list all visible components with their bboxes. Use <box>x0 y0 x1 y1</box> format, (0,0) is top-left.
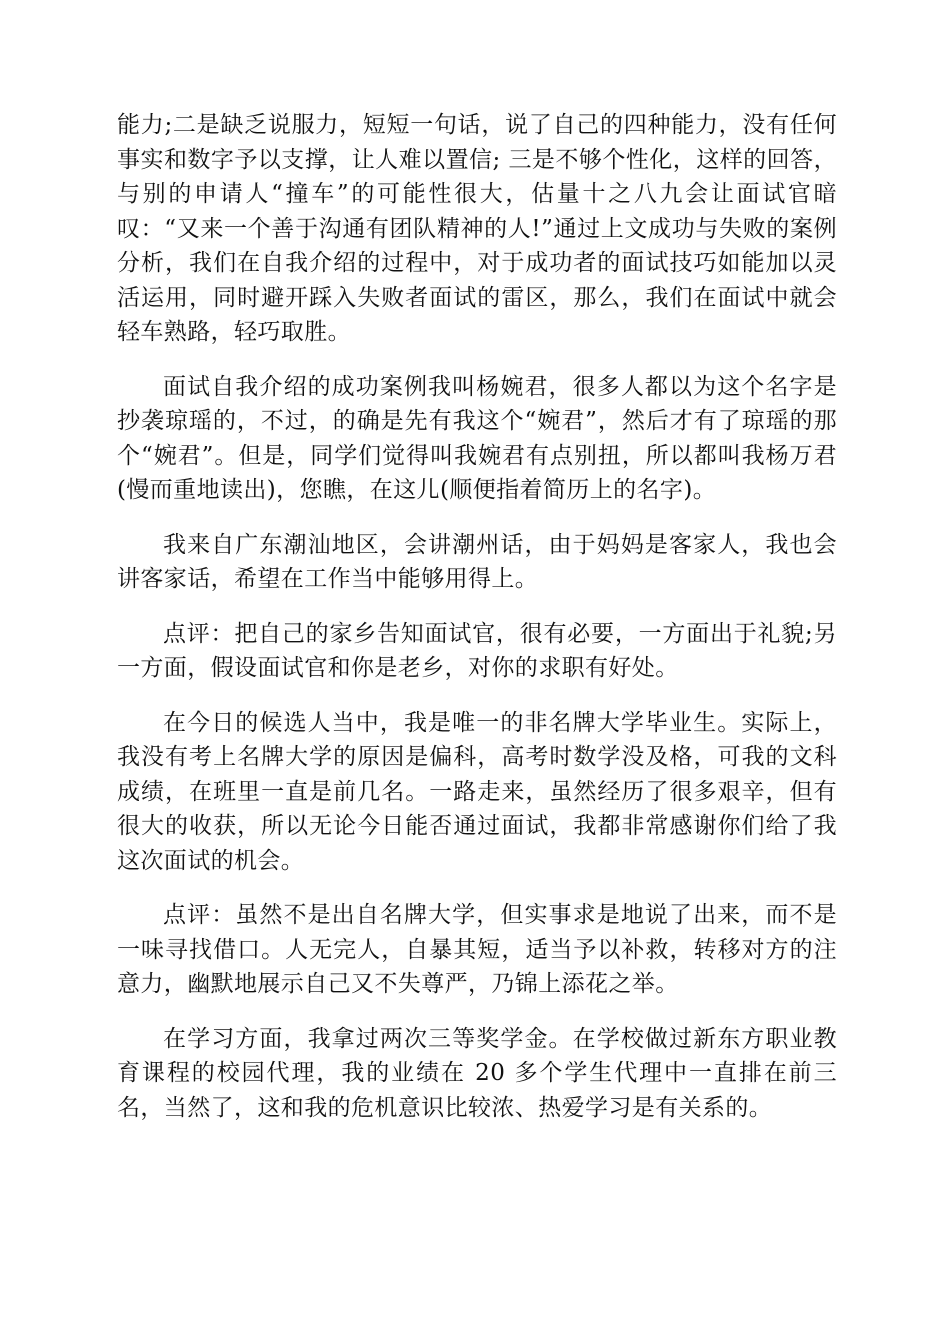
paragraph-1: 能力;二是缺乏说服力，短短一句话，说了自己的四种能力，没有任何事实和数字予以支撑，让人难以置信; 三是不够个性化，这样的回答，与别的申请人“撞车”的可能性很大，估量十之八九会让面试官暗叹：“又来一个善于沟通有团队精神的人!”通过上文成功与失败的案例分析，我们在自我介绍的过程中，对于成功者的面试技巧如能加以灵活运用，同时避开踩入失败者面试的雷区，那么，我们在面试中就会轻车熟路，轻巧取胜。 <box>117 112 837 345</box>
paragraph-7: 在学习方面，我拿过两次三等奖学金。在学校做过新东方职业教育课程的校园代理，我的业绩在 20 多个学生代理中一直排在前三名，当然了，这和我的危机意识比较浓、热爱学习是有关系的。 <box>117 1025 837 1121</box>
paragraph-2: 面试自我介绍的成功案例我叫杨婉君，很多人都以为这个名字是抄袭琼瑶的，不过，的确是先有我这个“婉君”，然后才有了琼瑶的那个“婉君”。但是，同学们觉得叫我婉君有点别扭，所以都叫我杨万君(慢而重地读出)，您瞧，在这儿(顺便指着简历上的名字)。 <box>117 373 837 503</box>
paragraph-5: 在今日的候选人当中，我是唯一的非名牌大学毕业生。实际上，我没有考上名牌大学的原因是偏科，高考时数学没及格，可我的文科成绩，在班里一直是前几名。一路走来，虽然经历了很多艰辛，但有很大的收获，所以无论今日能否通过面试，我都非常感谢你们给了我这次面试的机会。 <box>117 709 837 874</box>
paragraph-3: 我来自广东潮汕地区，会讲潮州话，由于妈妈是客家人，我也会讲客家话，希望在工作当中能够用得上。 <box>117 531 837 592</box>
document-page <box>117 108 837 1145</box>
paragraph-6: 点评：虽然不是出自名牌大学，但实事求是地说了出来，而不是一味寻找借口。人无完人，自暴其短，适当予以补救，转移对方的注意力，幽默地展示自己又不失尊严，乃锦上添花之举。 <box>117 902 837 997</box>
paragraph-4: 点评：把自己的家乡告知面试官，很有必要，一方面出于礼貌;另一方面，假设面试官和你是老乡，对你的求职有好处。 <box>117 620 837 681</box>
